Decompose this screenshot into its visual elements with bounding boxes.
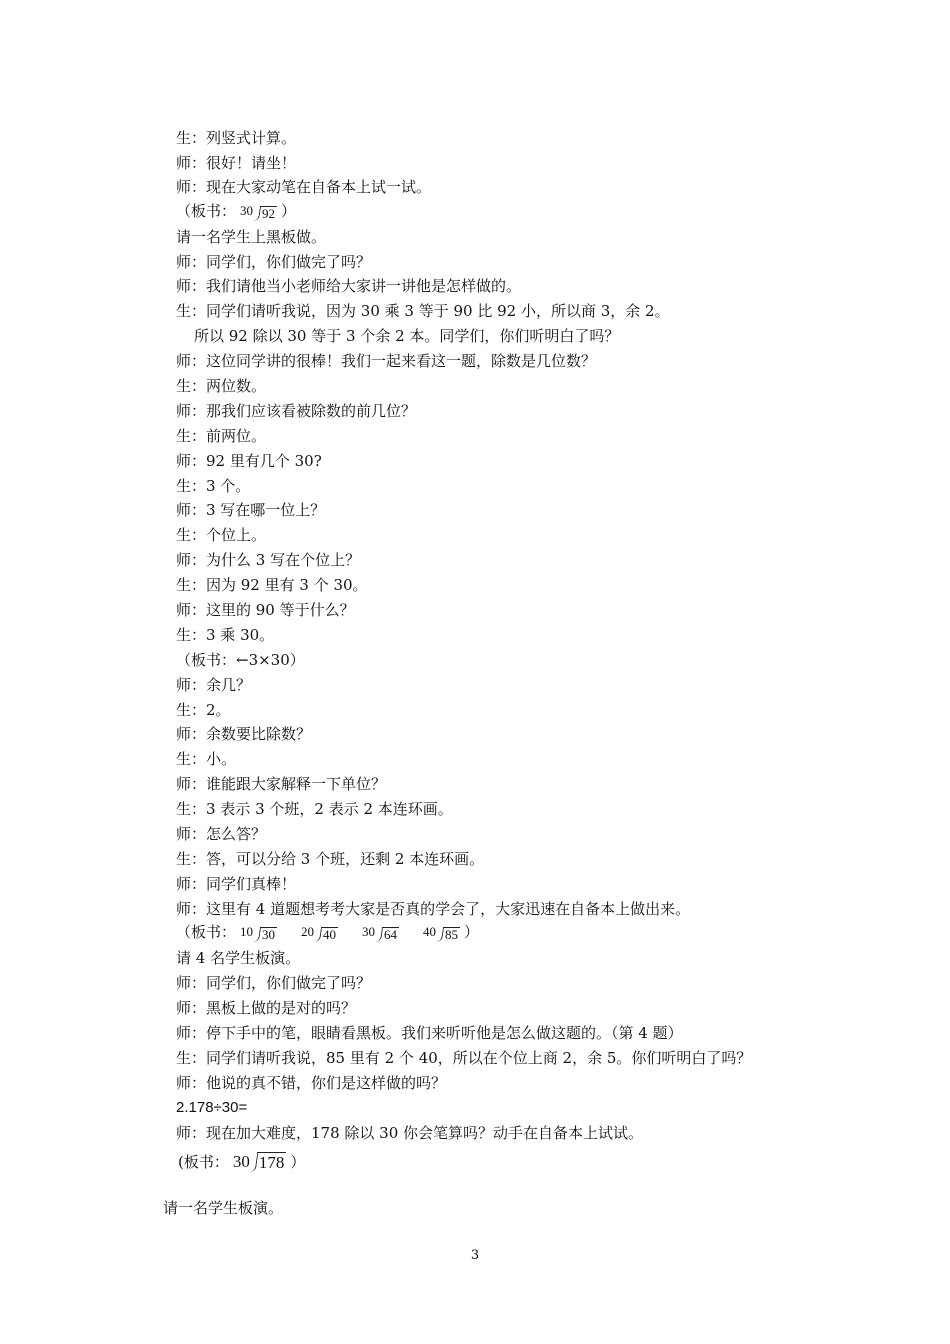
dialogue-line: 请一名学生板演。 [163, 1199, 284, 1217]
board-note-2 [176, 922, 479, 942]
dialogue-line: 请 4 名学生板演。 [176, 949, 301, 967]
dialogue-line: 师：3 写在哪一位上？ [176, 501, 326, 519]
long-division-expression [240, 922, 277, 942]
dialogue-line: 师：为什么 3 写在个位上？ [176, 551, 361, 569]
long-division-expression [423, 922, 460, 942]
long-division-expression [301, 922, 338, 942]
dialogue-line: 生：列竖式计算。 [176, 129, 297, 147]
divisor: 30 [240, 203, 254, 218]
dialogue-line: 师：同学们，你们做完了吗？ [176, 253, 372, 271]
dialogue-line: 师：现在加大难度，178 除以 30 你会笔算吗？动手在自备本上试试。 [176, 1124, 644, 1142]
dialogue-line: 师：同学们真棒！ [176, 875, 297, 893]
dividend: 30 [262, 927, 276, 942]
board-suffix: ） [464, 923, 480, 941]
board-note-3 [178, 1152, 305, 1172]
dialogue-line: 生：同学们请听我说，因为 30 乘 3 等于 90 比 92 小，所以商 3，余 2。 [176, 302, 670, 320]
divisor: 40 [423, 924, 437, 939]
dialogue-line: 生：3 表示 3 个班，2 表示 2 本连环画。 [176, 800, 453, 818]
long-division-expression [233, 1152, 287, 1172]
dialogue-line: 师：那我们应该看被除数的前几位？ [176, 402, 417, 420]
board-note: （板书：←3×30） [176, 651, 305, 669]
dialogue-line: 师：同学们，你们做完了吗？ [176, 974, 372, 992]
dialogue-line: 师：谁能跟大家解释一下单位？ [176, 775, 387, 793]
long-division-expression [362, 922, 399, 942]
dialogue-line: 生：答，可以分给 3 个班，还剩 2 本连环画。 [176, 850, 485, 868]
board-suffix: ） [290, 1153, 306, 1171]
divisor: 30 [362, 924, 376, 939]
dialogue-line: 师：这里有 4 道题想考考大家是否真的学会了，大家迅速在自备本上做出来。 [176, 900, 691, 918]
dialogue-line: 师：很好！请坐！ [176, 154, 297, 172]
dialogue-line: 师：现在大家动笔在自备本上试一试。 [176, 178, 432, 196]
dialogue-line: 所以 92 除以 30 等于 3 个余 2 本。同学们，你们听明白了吗？ [194, 327, 620, 345]
page-number: 3 [470, 1248, 480, 1263]
dividend: 64 [384, 927, 398, 942]
dialogue-line: 生：两位数。 [176, 377, 267, 395]
dialogue-line: 生：个位上。 [176, 526, 267, 544]
dividend: 92 [262, 206, 276, 221]
dialogue-line: 师：我们请他当小老师给大家讲一讲他是怎样做的。 [176, 277, 522, 295]
dialogue-line: 师：92 里有几个 30? [176, 452, 322, 470]
dialogue-line: 生：小。 [176, 750, 237, 768]
dialogue-line: 生：3 个。 [176, 477, 251, 495]
board-suffix: ） [281, 202, 297, 220]
dividend: 40 [323, 927, 337, 942]
board-prefix: (板书： [178, 1153, 229, 1171]
dialogue-line: 师：怎么答？ [176, 825, 267, 843]
dialogue-line: 请一名学生上黑板做。 [176, 228, 327, 246]
dividend: 85 [445, 927, 459, 942]
long-division-expression [240, 201, 277, 221]
divisor: 20 [301, 924, 315, 939]
dialogue-line: 生：因为 92 里有 3 个 30。 [176, 576, 368, 594]
dialogue-line: 生：3 乘 30。 [176, 626, 275, 644]
dialogue-line: 师：他说的真不错，你们是这样做的吗？ [176, 1074, 447, 1092]
dialogue-line: 生：前两位。 [176, 427, 267, 445]
dialogue-line: 师：余几？ [176, 676, 252, 694]
dialogue-line: 师：停下手中的笔，眼睛看黑板。我们来听听他是怎么做这题的。（第 4 题） [176, 1024, 683, 1042]
divisor: 30 [232, 1152, 250, 1171]
dialogue-line: 师：余数要比除数？ [176, 725, 312, 743]
problem-heading: 2.178÷30= [176, 1099, 248, 1116]
dialogue-line: 师：这位同学讲的很棒！我们一起来看这一题，除数是几位数？ [176, 352, 597, 370]
board-note-1 [176, 201, 296, 221]
dialogue-line: 生：同学们请听我说，85 里有 2 个 40，所以在个位上商 2，余 5。你们听明白了吗？ [176, 1049, 752, 1067]
dividend: 178 [258, 1153, 285, 1172]
board-prefix: （板书： [176, 923, 237, 941]
divisor: 10 [240, 924, 254, 939]
dialogue-line: 生：2。 [176, 701, 231, 719]
dialogue-line: 师：黑板上做的是对的吗？ [176, 999, 357, 1017]
dialogue-line: 师：这里的 90 等于什么？ [176, 601, 355, 619]
board-prefix: （板书： [176, 202, 237, 220]
